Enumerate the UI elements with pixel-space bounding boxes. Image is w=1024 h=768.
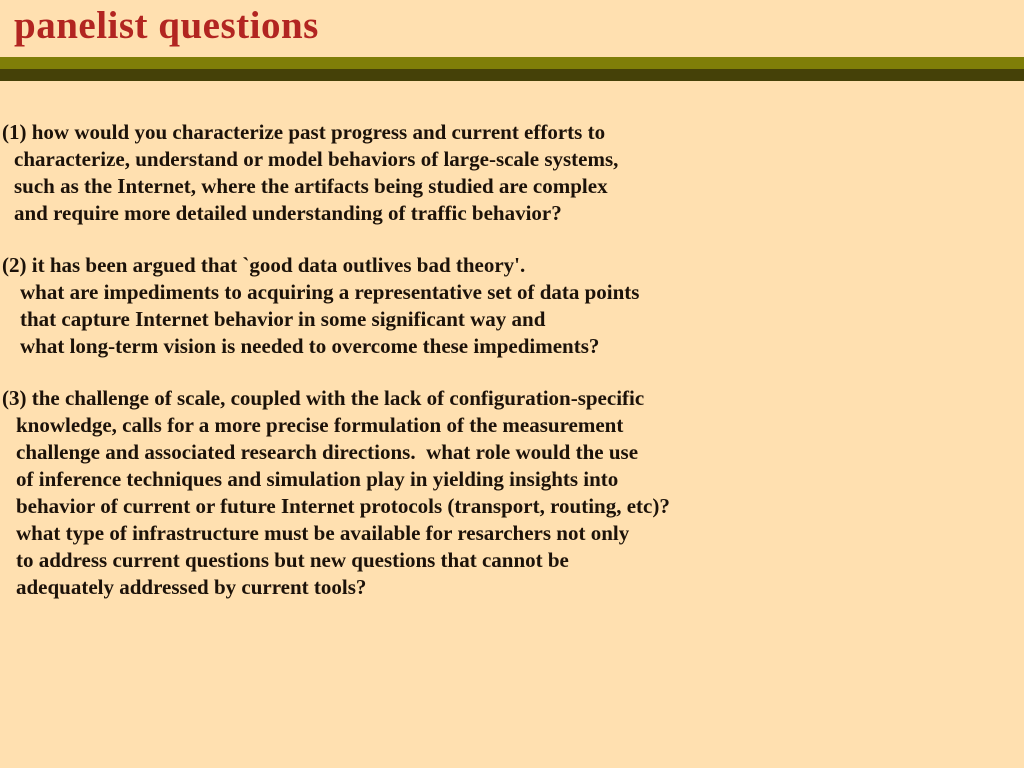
question-line: what are impediments to acquiring a representative set of data points (20, 280, 640, 304)
question-line: of inference techniques and simulation play in yielding insights into (16, 467, 619, 491)
question-line: what type of infrastructure must be available for resarchers not only (16, 521, 630, 545)
question-line: adequately addressed by current tools? (16, 575, 367, 599)
question-line: challenge and associated research directions. what role would the use (16, 440, 639, 464)
questions-content (0, 119, 1024, 601)
divider-bar-bottom (0, 69, 1024, 81)
slide-header (0, 0, 1024, 57)
question-line: that capture Internet behavior in some significant way and (20, 307, 546, 331)
question-line: what long-term vision is needed to overcome these impediments? (20, 334, 600, 358)
question-line: characterize, understand or model behaviors of large-scale systems, (14, 147, 619, 171)
divider-bar-top (0, 57, 1024, 69)
question-line: behavior of current or future Internet protocols (transport, routing, etc)? (16, 494, 670, 518)
question-line: (2) it has been argued that `good data outlives bad theory'. (2, 253, 526, 277)
question-line: and require more detailed understanding of traffic behavior? (14, 201, 562, 225)
question-line: (3) the challenge of scale, coupled with the lack of configuration-specific (2, 386, 645, 410)
question-line: to address current questions but new questions that cannot be (16, 548, 569, 572)
question-line: such as the Internet, where the artifacts being studied are complex (14, 174, 608, 198)
question-2 (2, 252, 1024, 360)
question-1 (2, 119, 1024, 227)
page-title: panelist questions (14, 4, 319, 47)
question-line: (1) how would you characterize past progress and current efforts to (2, 120, 606, 144)
question-line: knowledge, calls for a more precise formulation of the measurement (16, 413, 624, 437)
question-3 (2, 385, 1024, 601)
